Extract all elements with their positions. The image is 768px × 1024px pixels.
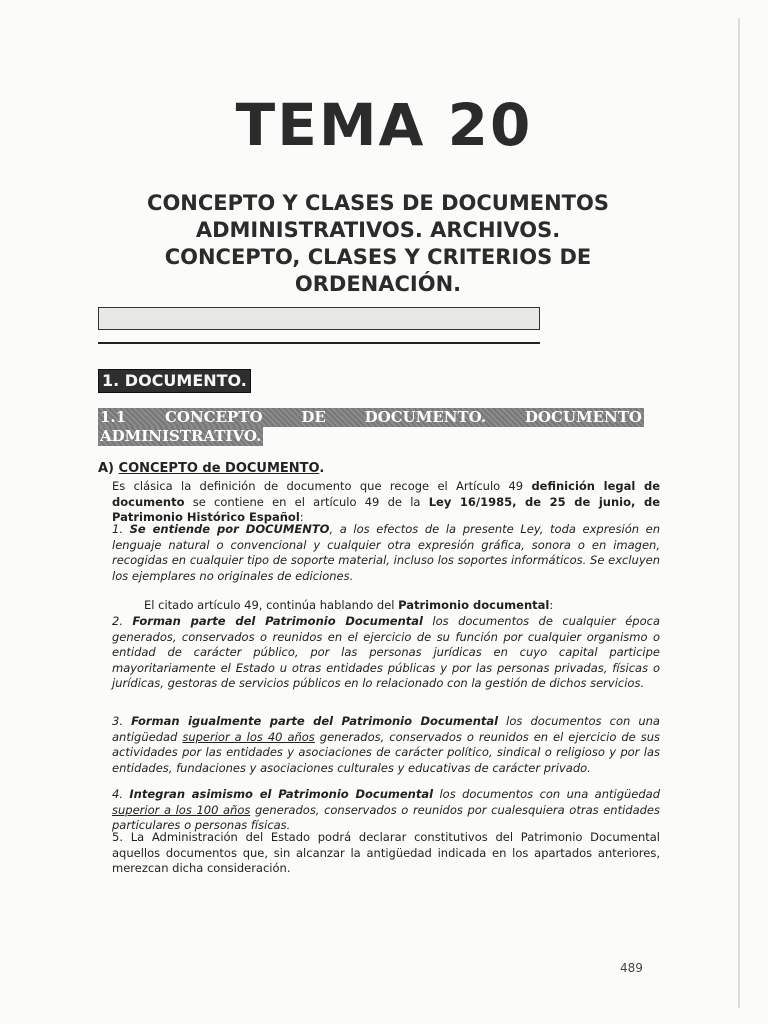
item-bold: Se entiende por DOCUMENTO — [129, 522, 330, 536]
subsection-word: DOCUMENTO — [524, 408, 642, 426]
section-heading: 1. DOCUMENTO. — [98, 369, 251, 393]
item-text: generados, conservados o reunidos en el ejercicio de sus actividades por las entidades y asociaciones de carácter político, sindical o religioso y por las entidades, fundaciones y asociaciones culturales y educativas de carácter privado. — [112, 729, 660, 775]
intro-bold-definition: definición legal de documento — [112, 479, 660, 509]
item-text: los documentos con una antigüedad — [112, 714, 660, 744]
item-number: 3. — [112, 714, 132, 728]
item-number: 1. — [112, 522, 130, 536]
item-text: generados, conservados o reunidos por cualesquiera otras entidades particulares o personas físicas. — [112, 802, 660, 832]
subsection-word: DE — [301, 408, 326, 426]
item-bold: Forman parte del Patrimonio Documental — [132, 614, 423, 628]
cited-bold: Patrimonio documental — [398, 598, 550, 612]
page-number: 489 — [620, 961, 643, 975]
subsection-heading — [98, 408, 644, 446]
subsection-word: DOCUMENTO. — [364, 408, 487, 426]
concept-heading-suffix: . — [319, 461, 325, 476]
subsection-word: CONCEPTO — [164, 408, 263, 426]
concept-heading-prefix: A) — [98, 461, 119, 476]
cited-end: : — [549, 598, 554, 612]
item-underlined: superior a los 100 años — [112, 802, 251, 817]
subtitle-line: ADMINISTRATIVOS. ARCHIVOS. — [195, 218, 561, 242]
item-5: 5. La Administración del Estado podrá declarar constitutivos del Patrimonio Documental aquellos documentos que, sin alcanzar la antigüedad indicada en los apartados anteriores, merezcan dicha consideración. — [112, 830, 660, 875]
item-number: 4. — [112, 787, 130, 801]
subsection-heading-line1 — [98, 408, 644, 427]
item-text: los documentos con una antigüedad — [433, 787, 661, 801]
page-edge-line — [738, 18, 740, 1008]
intro-bold-law: Ley 16/1985, de 25 de junio, de Patrimonio Histórico Español — [112, 494, 660, 524]
item-4 — [98, 787, 660, 834]
cited-text: El citado artículo 49, continúa hablando del — [144, 598, 399, 612]
item-3 — [98, 714, 660, 776]
item-1 — [98, 522, 660, 584]
chapter-subtitle — [60, 190, 696, 298]
item-text: los documentos de cualquier época generados, conservados o reunidos en el ejercicio de su función por cualquier organismo o entidad de carácter público, por las personas jurídicas en cuyo capital participe mayoritariamente el Estado u otras entidades públicas y por las personas privadas, físicas o jurídicas, gestoras de servicios públicos en lo relacionado con la gestión de dichos servicios. — [112, 614, 660, 690]
item-2 — [98, 614, 660, 692]
subtitle-line: ORDENACIÓN. — [294, 272, 462, 296]
intro-paragraph — [98, 479, 660, 526]
concept-heading — [98, 461, 646, 477]
subtitle-line: CONCEPTO Y CLASES DE DOCUMENTOS — [147, 191, 609, 215]
horizontal-rule — [98, 342, 540, 344]
item-bold: Integran asimismo el Patrimonio Documental — [129, 787, 434, 801]
tema-title: TEMA 20 — [235, 91, 533, 159]
concept-heading-title: CONCEPTO de DOCUMENTO — [118, 461, 320, 476]
intro-text: se contiene en el artículo 49 de la — [184, 494, 429, 509]
intro-text: Es clásica la definición de documento que recoge el Artículo 49 — [112, 479, 532, 493]
empty-box — [98, 307, 540, 330]
item-number: 2. — [112, 614, 133, 628]
item-bold: Forman igualmente parte del Patrimonio Documental — [131, 714, 499, 728]
item-underlined: superior a los 40 años — [182, 729, 315, 744]
subsection-heading-line2: ADMINISTRATIVO. — [100, 427, 262, 445]
subtitle-line: CONCEPTO, CLASES Y CRITERIOS DE — [164, 245, 592, 269]
intro-text: : — [299, 510, 304, 524]
cited-paragraph — [98, 598, 660, 614]
subsection-word: 1.1 — [100, 408, 127, 426]
item-text: , a los efectos de la presente Ley, toda expresión en lenguaje natural o convencional y cualquier otra expresión gráfica, sonora o en imagen, recogidas en cualquier tipo de soporte material, incluso los soportes informáticos. Se excluyen los ejemplares no originales de ediciones. — [112, 522, 660, 583]
